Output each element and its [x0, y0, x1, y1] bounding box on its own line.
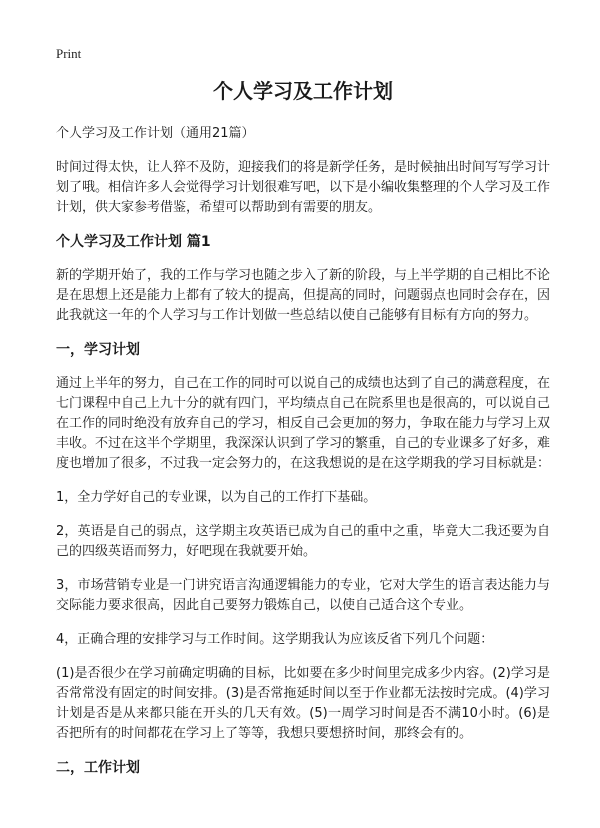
work-plan-heading: 二，工作计划 — [56, 760, 140, 776]
study-plan-paragraph: 通过上半年的努力，自己在工作的同时可以说自己的成绩也达到了自己的满意程度，在七门课程中自己上九十分的就有四门，平均绩点自己在院系里也是很高的，可以说自己在工作的同时绝没有放弃自己的学习，相反自己会更加的努力，争取在能力与学习上双丰收。不过在这半个学期里，我深深认识到了学习的繁重，自己的专业课多了好多，难度也增加了很多，不过我一定会努力的，在这我想说的是在这学期我的学习目标就是： — [56, 376, 551, 471]
print-label: Print — [56, 46, 82, 61]
goal-item-3: 3，市场营销专业是一门讲究语言沟通逻辑能力的专业，它对大学生的语言表达能力与交际能力要求很高，因此自己要努力锻炼自己，以使自己适合这个专业。 — [56, 578, 550, 613]
goal-item-4: 4，正确合理的安排学习与工作时间。这学期我认为应该反省下列几个问题： — [56, 632, 494, 647]
section-heading-plan-1: 个人学习及工作计划 篇1 — [56, 234, 211, 250]
page-title: 个人学习及工作计划 — [213, 79, 393, 103]
study-plan-heading: 一，学习计划 — [56, 342, 140, 358]
goal-item-1: 1，全力学好自己的专业课，以为自己的工作打下基础。 — [56, 490, 377, 505]
section1-paragraph: 新的学期开始了，我的工作与学习也随之步入了新的阶段，与上半学期的自己相比不论是在思想上还是能力上都有了较大的提高，但提高的同时，问题弱点也同时会存在，因此我就这一年的个人学习与工作计划做一些总结以使自己能够有目标有方向的努力。 — [56, 268, 551, 323]
goal-item-2: 2，英语是自己的弱点，这学期主攻英语已成为自己的重中之重，毕竟大二我还要为自己的四级英语而努力，好吧现在我就要开始。 — [56, 524, 550, 559]
intro-paragraph: 时间过得太快，让人猝不及防，迎接我们的将是新学任务，是时候抽出时间写写学习计划了哦。相信许多人会觉得学习计划很难写吧，以下是小编收集整理的个人学习及工作计划，供大家参考借鉴，希望可以帮助到有需要的朋友。 — [56, 160, 551, 215]
reflection-questions-paragraph: (1)是否很少在学习前确定明确的目标，比如要在多少时间里完成多少内容。(2)学习是否常常没有固定的时间安排。(3)是否常拖延时间以至于作业都无法按时完成。(4)学习计划是否是从来都只能在开头的几天有效。(5)一周学习时间是否不满10小时。(6)是否把所有的时间都花在学习上了等等，我想只要想挤时间，那终会有的。 — [56, 666, 550, 741]
document-subtitle: 个人学习及工作计划（通用21篇） — [56, 126, 255, 141]
document-page — [56, 46, 550, 792]
